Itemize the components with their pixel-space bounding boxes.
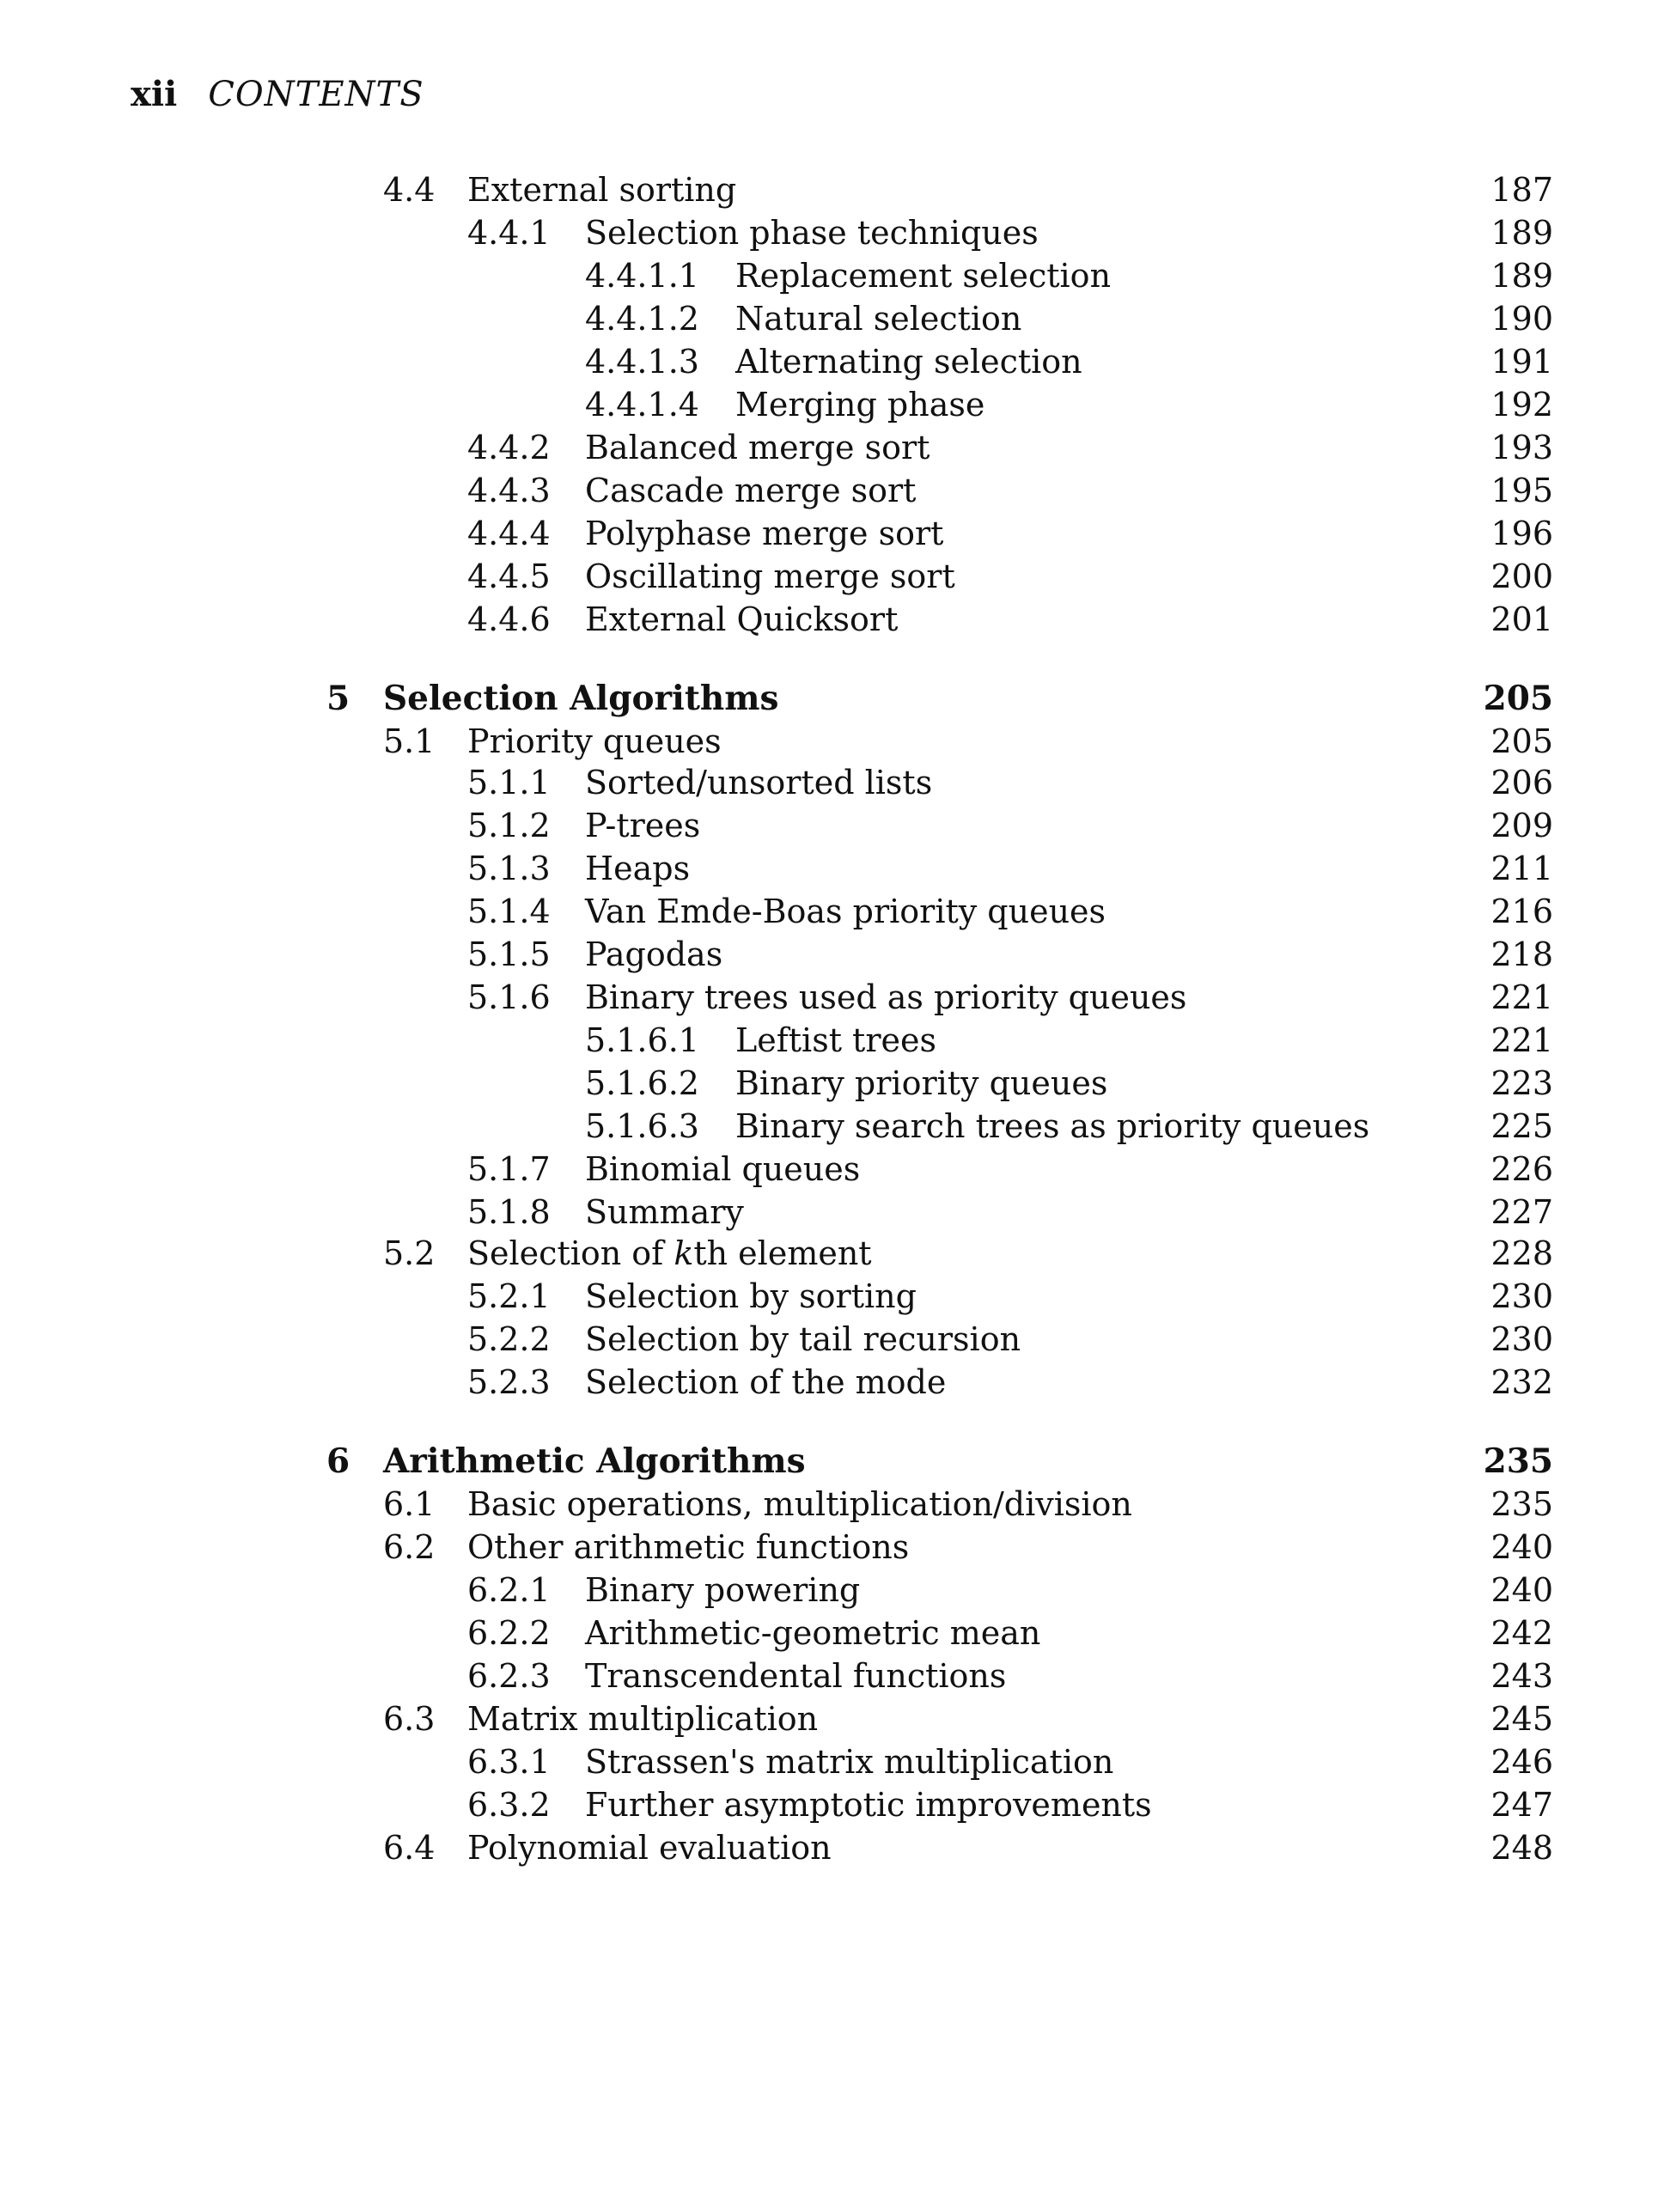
toc-entry-subsection bbox=[0, 426, 1658, 469]
toc-entry-subsection bbox=[0, 761, 1658, 804]
toc-entry-number: 5.1.2 bbox=[467, 807, 551, 844]
toc-entry-number: 5.1.8 bbox=[467, 1193, 551, 1231]
toc-entry-page: 228 bbox=[1490, 1234, 1553, 1272]
toc-entry-subsubsection bbox=[0, 340, 1658, 383]
toc-entry-page: 235 bbox=[1483, 1441, 1553, 1481]
toc-entry-title: Leftist trees bbox=[735, 1021, 936, 1059]
toc-entry-number: 5.1.6.1 bbox=[585, 1021, 699, 1059]
toc-entry-subsection bbox=[0, 512, 1658, 555]
toc-entry-title: Arithmetic Algorithms bbox=[383, 1441, 806, 1481]
toc-entry-page: 205 bbox=[1483, 679, 1553, 718]
toc-entry-number: 5.2.3 bbox=[467, 1363, 551, 1401]
toc-entry-page: 226 bbox=[1490, 1150, 1553, 1188]
toc-entry-section bbox=[0, 1697, 1658, 1740]
toc-entry-page: 225 bbox=[1490, 1107, 1553, 1145]
toc-entry-page: 190 bbox=[1490, 300, 1553, 338]
toc-entry-subsubsection bbox=[0, 1019, 1658, 1062]
toc-entry-subsection bbox=[0, 804, 1658, 847]
toc-entry-page: 201 bbox=[1490, 600, 1553, 638]
toc-entry-number: 5.1.6.3 bbox=[585, 1107, 699, 1145]
toc-entry-page: 245 bbox=[1490, 1700, 1553, 1738]
toc-entry-section bbox=[0, 1526, 1658, 1569]
toc-entry-number: 5.1.5 bbox=[467, 935, 551, 973]
toc-entry-title: P-trees bbox=[585, 807, 701, 844]
toc-entry-number: 5.1.3 bbox=[467, 850, 551, 887]
toc-entry-title: Oscillating merge sort bbox=[585, 558, 955, 595]
toc-entry-number: 6.2.3 bbox=[467, 1657, 551, 1695]
toc-entry-title: Sorted/unsorted lists bbox=[585, 764, 933, 801]
toc-entry-number: 6.2 bbox=[383, 1528, 436, 1566]
toc-entry-subsection bbox=[0, 1275, 1658, 1318]
toc-entry-page: 240 bbox=[1490, 1528, 1553, 1566]
toc-entry-page: 221 bbox=[1490, 978, 1553, 1016]
toc-entry-title: Polyphase merge sort bbox=[585, 515, 944, 552]
toc-entry-subsubsection bbox=[0, 383, 1658, 426]
toc-entry-number: 4.4.1.1 bbox=[585, 257, 699, 295]
toc-entry-number: 6 bbox=[326, 1441, 350, 1481]
toc-entry-page: 248 bbox=[1490, 1829, 1553, 1867]
toc-entry-title: Selection phase techniques bbox=[585, 214, 1039, 252]
toc-entry-subsection bbox=[0, 1783, 1658, 1826]
toc-entry-subsection bbox=[0, 1191, 1658, 1234]
toc-entry-number: 6.3.2 bbox=[467, 1786, 551, 1824]
toc-entry-number: 4.4.6 bbox=[467, 600, 551, 638]
toc-entry-subsection bbox=[0, 1654, 1658, 1697]
toc-entry-subsection bbox=[0, 1612, 1658, 1654]
toc-entry-page: 209 bbox=[1490, 807, 1553, 844]
toc-entry-subsection bbox=[0, 847, 1658, 890]
toc-entry-number: 4.4.1.3 bbox=[585, 343, 699, 381]
toc-entry-number: 4.4.1.4 bbox=[585, 386, 699, 424]
toc-entry-title: Binary search trees as priority queues bbox=[735, 1107, 1370, 1145]
toc-entry-page: 196 bbox=[1490, 515, 1553, 552]
toc-entry-number: 5.1.7 bbox=[467, 1150, 551, 1188]
toc-entry-subsection bbox=[0, 1740, 1658, 1783]
toc-entry-number: 6.2.1 bbox=[467, 1571, 551, 1609]
toc-entry-title: Merging phase bbox=[735, 386, 985, 424]
toc-entry-section bbox=[0, 1826, 1658, 1869]
toc-entry-title: Binomial queues bbox=[585, 1150, 861, 1188]
toc-entry-subsection bbox=[0, 933, 1658, 976]
toc-entry-page: 200 bbox=[1490, 558, 1553, 595]
toc-entry-number: 6.2.2 bbox=[467, 1614, 551, 1652]
toc-entry-number: 5 bbox=[326, 679, 350, 718]
toc-entry-title: Van Emde-Boas priority queues bbox=[585, 893, 1106, 930]
toc-entry-number: 6.4 bbox=[383, 1829, 436, 1867]
toc-entry-page: 218 bbox=[1490, 935, 1553, 973]
toc-entry-page: 192 bbox=[1490, 386, 1553, 424]
toc-entry-number: 5.2 bbox=[383, 1234, 436, 1272]
toc-entry-number: 5.1 bbox=[383, 722, 436, 760]
toc-entry-page: 235 bbox=[1490, 1485, 1553, 1523]
toc-entry-page: 195 bbox=[1490, 472, 1553, 509]
toc-entry-title: Arithmetic-geometric mean bbox=[585, 1614, 1041, 1652]
toc-entry-number: 5.2.1 bbox=[467, 1277, 551, 1315]
toc-entry-page: 211 bbox=[1490, 850, 1553, 887]
toc-entry-number: 5.2.2 bbox=[467, 1320, 551, 1358]
toc-entry-number: 5.1.6.2 bbox=[585, 1064, 699, 1102]
toc-entry-page: 189 bbox=[1490, 257, 1553, 295]
toc-entry-title: Cascade merge sort bbox=[585, 472, 917, 509]
toc-entry-title: Matrix multiplication bbox=[467, 1700, 819, 1738]
toc-entry-subsection bbox=[0, 1318, 1658, 1361]
toc-entry-page: 187 bbox=[1490, 171, 1553, 209]
toc-entry-page: 221 bbox=[1490, 1021, 1553, 1059]
toc-entry-title: Polynomial evaluation bbox=[467, 1829, 832, 1867]
toc-entry-subsubsection bbox=[0, 297, 1658, 340]
toc-entry-title: Selection by tail recursion bbox=[585, 1320, 1021, 1358]
toc-entry-number: 4.4 bbox=[383, 171, 436, 209]
toc-entry-chapter bbox=[0, 677, 1658, 720]
toc-entry-title: Binary trees used as priority queues bbox=[585, 978, 1187, 1016]
toc-entry-number: 4.4.1 bbox=[467, 214, 551, 252]
toc-entry-title: External sorting bbox=[467, 171, 737, 209]
toc-entry-chapter bbox=[0, 1440, 1658, 1483]
toc-entry-page: 232 bbox=[1490, 1363, 1553, 1401]
toc-entry-page: 193 bbox=[1490, 429, 1553, 466]
page-folio: xii bbox=[131, 74, 178, 114]
toc-entry-page: 189 bbox=[1490, 214, 1553, 252]
toc-entry-number: 4.4.5 bbox=[467, 558, 551, 595]
running-head-title: CONTENTS bbox=[208, 75, 424, 114]
toc-entry-title: Selection by sorting bbox=[585, 1277, 917, 1315]
toc-entry-subsubsection bbox=[0, 1062, 1658, 1105]
toc-entry-subsection bbox=[0, 555, 1658, 598]
toc-entry-title: Pagodas bbox=[585, 935, 723, 973]
toc-entry-subsection bbox=[0, 211, 1658, 254]
toc-entry-number: 6.3 bbox=[383, 1700, 436, 1738]
toc-entry-section bbox=[0, 168, 1658, 211]
toc-entry-title: Selection of kth element bbox=[467, 1234, 872, 1272]
toc-entry-page: 223 bbox=[1490, 1064, 1553, 1102]
toc-entry-title: Alternating selection bbox=[735, 343, 1082, 381]
toc-entry-title: Binary powering bbox=[585, 1571, 861, 1609]
toc-entry-page: 230 bbox=[1490, 1320, 1553, 1358]
toc-entry-title: Selection Algorithms bbox=[383, 679, 779, 718]
toc-entry-number: 4.4.4 bbox=[467, 515, 551, 552]
toc-entry-section bbox=[0, 1483, 1658, 1526]
toc-entry-title: Heaps bbox=[585, 850, 691, 887]
toc-entry-subsubsection bbox=[0, 1105, 1658, 1148]
toc-entry-title: Selection of the mode bbox=[585, 1363, 947, 1401]
toc-entry-number: 6.3.1 bbox=[467, 1743, 551, 1781]
toc-entry-title: Basic operations, multiplication/division bbox=[467, 1485, 1132, 1523]
toc-entry-number: 5.1.4 bbox=[467, 893, 551, 930]
toc-entry-title: Strassen's matrix multiplication bbox=[585, 1743, 1114, 1781]
toc-entry-section bbox=[0, 720, 1658, 763]
toc-entry-page: 227 bbox=[1490, 1193, 1553, 1231]
toc-entry-page: 206 bbox=[1490, 764, 1553, 801]
toc-entry-page: 216 bbox=[1490, 893, 1553, 930]
toc-entry-number: 4.4.3 bbox=[467, 472, 551, 509]
toc-entry-title: Replacement selection bbox=[735, 257, 1112, 295]
toc-entry-page: 230 bbox=[1490, 1277, 1553, 1315]
toc-entry-title: Further asymptotic improvements bbox=[585, 1786, 1152, 1824]
toc-entry-title: Transcendental functions bbox=[585, 1657, 1007, 1695]
toc-entry-page: 243 bbox=[1490, 1657, 1553, 1695]
toc-entry-number: 5.1.6 bbox=[467, 978, 551, 1016]
toc-entry-page: 240 bbox=[1490, 1571, 1553, 1609]
toc-entry-title: Balanced merge sort bbox=[585, 429, 930, 466]
toc-entry-subsection bbox=[0, 1148, 1658, 1191]
toc-entry-title: Other arithmetic functions bbox=[467, 1528, 910, 1566]
toc-entry-subsection bbox=[0, 890, 1658, 933]
toc-entry-title: Priority queues bbox=[467, 722, 722, 760]
toc-entry-subsection bbox=[0, 469, 1658, 512]
toc-entry-page: 246 bbox=[1490, 1743, 1553, 1781]
toc-entry-subsection bbox=[0, 976, 1658, 1019]
toc-entry-title: Summary bbox=[585, 1193, 744, 1231]
toc-entry-subsection bbox=[0, 1361, 1658, 1404]
toc-entry-title: Binary priority queues bbox=[735, 1064, 1108, 1102]
toc-entry-number: 6.1 bbox=[383, 1485, 436, 1523]
toc-entry-page: 205 bbox=[1490, 722, 1553, 760]
toc-entry-title: Natural selection bbox=[735, 300, 1022, 338]
toc-entry-number: 4.4.1.2 bbox=[585, 300, 699, 338]
toc-entry-title: External Quicksort bbox=[585, 600, 899, 638]
toc-entry-number: 5.1.1 bbox=[467, 764, 551, 801]
toc-entry-page: 242 bbox=[1490, 1614, 1553, 1652]
toc-entry-page: 247 bbox=[1490, 1786, 1553, 1824]
toc-entry-subsection bbox=[0, 1569, 1658, 1612]
toc-entry-subsection bbox=[0, 598, 1658, 641]
toc-entry-subsubsection bbox=[0, 254, 1658, 297]
toc-entry-number: 4.4.2 bbox=[467, 429, 551, 466]
toc-entry-section bbox=[0, 1232, 1658, 1275]
toc-entry-page: 191 bbox=[1490, 343, 1553, 381]
